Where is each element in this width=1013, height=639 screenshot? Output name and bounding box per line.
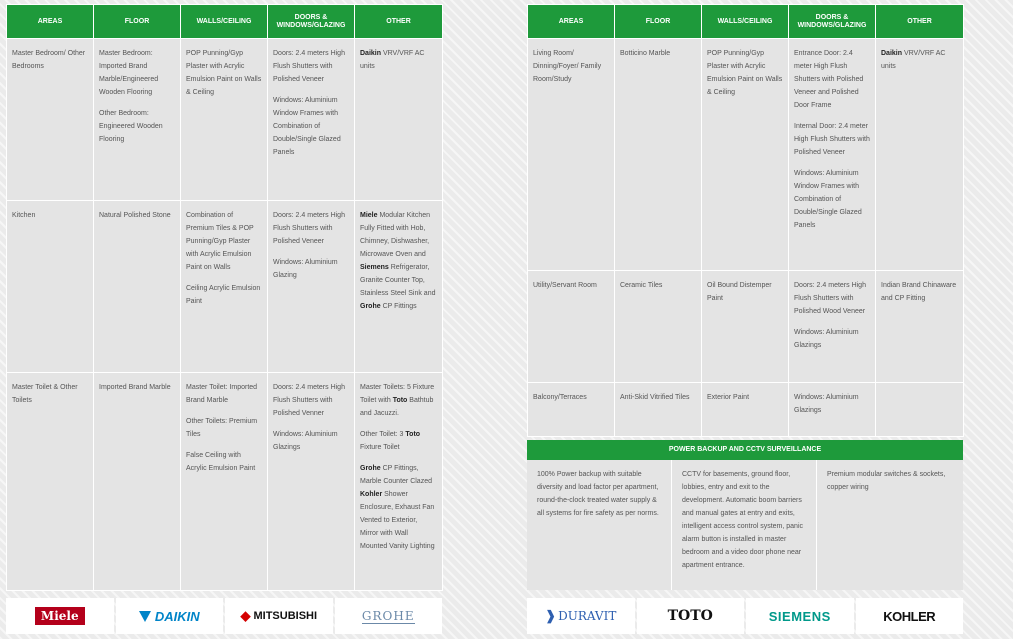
miele-logo: Miele (6, 598, 114, 634)
table-row (528, 383, 964, 437)
right-spec-panel (527, 4, 963, 437)
header-doors-windows: DOORS & WINDOWS/GLAZING (268, 5, 355, 39)
cell-walls: Oil Bound Distemper Paint (702, 271, 789, 383)
table-header-row (528, 5, 964, 39)
table-row (528, 39, 964, 271)
cell-floor: Anti-Skid Vitrified Tiles (615, 383, 702, 437)
table-header-row (7, 5, 443, 39)
header-floor: FLOOR (615, 5, 702, 39)
cell-walls: POP Punning/Gyp Plaster with Acrylic Emulsion Paint on Walls & Ceiling (181, 39, 268, 201)
cell-other: Miele Modular Kitchen Fully Fitted with Hob, Chimney, Dishwasher, Microwave Oven and Siemens Refrigerator, Granite Counter Top, Stainless Steel Sink and Grohe CP Fittings (355, 201, 443, 373)
power-backup-cell: 100% Power backup with suitable diversity and load factor per apartment, round-the-clock treated water supply & all systems for fire safety as per norms. (527, 460, 672, 590)
cell-floor: Master Bedroom: Imported Brand Marble/Engineered Wooden Flooring Other Bedroom: Engineered Wooden Flooring (94, 39, 181, 201)
header-walls-ceiling: WALLS/CEILING (702, 5, 789, 39)
cell-floor: Ceramic Tiles (615, 271, 702, 383)
cell-floor: Botticino Marble (615, 39, 702, 271)
left-brand-logos (6, 598, 442, 634)
cell-doors: Entrance Door: 2.4 meter High Flush Shutters with Polished Veneer and Polished Door Frame Internal Door: 2.4 meter High Flush Shutters with Polished Veneer Windows: Aluminium Window Frames with Combination of Double/Single Glazed Panels (789, 39, 876, 271)
cell-area: Kitchen (7, 201, 94, 373)
power-backup-row (527, 460, 963, 590)
table-row (7, 39, 443, 201)
siemens-logo: SIEMENS (746, 598, 854, 634)
mitsubishi-logo: ◆ MITSUBISHI (225, 598, 333, 634)
table-row (7, 201, 443, 373)
cell-other: Indian Brand Chinaware and CP Fitting (876, 271, 964, 383)
cell-doors: Doors: 2.4 meters High Flush Shutters with Polished Veneer Windows: Aluminium Glazing (268, 201, 355, 373)
cell-area: Master Bedroom/ Other Bedrooms (7, 39, 94, 201)
duravit-logo: ❱ DURAVIT (527, 598, 635, 634)
toto-logo: TOTO (637, 598, 745, 634)
power-backup-section (527, 440, 963, 590)
cell-floor: Imported Brand Marble (94, 373, 181, 591)
cell-area: Balcony/Terraces (528, 383, 615, 437)
header-other: OTHER (876, 5, 964, 39)
cell-walls: Combination of Premium Tiles & POP Punning/Gyp Plaster with Acrylic Emulsion Paint on Walls Ceiling Acrylic Emulsion Paint (181, 201, 268, 373)
cell-doors: Doors: 2.4 meters High Flush Shutters with Polished Venner Windows: Aluminium Glazings (268, 373, 355, 591)
table-row (528, 271, 964, 383)
header-areas: AREAS (7, 5, 94, 39)
kohler-logo: KOHLER (856, 598, 964, 634)
right-brand-logos (527, 598, 963, 634)
header-other: OTHER (355, 5, 443, 39)
daikin-logo: DAIKIN (116, 598, 224, 634)
header-areas: AREAS (528, 5, 615, 39)
mitsubishi-diamond-icon: ◆ (240, 608, 251, 623)
cell-other: Daikin VRV/VRF AC units (876, 39, 964, 271)
cell-area: Master Toilet & Other Toilets (7, 373, 94, 591)
power-backup-title: POWER BACKUP AND CCTV SURVEILLANCE (527, 440, 963, 460)
grohe-logo: GROHE (335, 598, 443, 634)
cell-other (876, 383, 964, 437)
cell-area: Utility/Servant Room (528, 271, 615, 383)
switches-cell: Premium modular switches & sockets, copper wiring (817, 460, 963, 590)
right-spec-table (527, 4, 964, 437)
header-walls-ceiling: WALLS/CEILING (181, 5, 268, 39)
cell-doors: Windows: Aluminium Glazings (789, 383, 876, 437)
header-doors-windows: DOORS & WINDOWS/GLAZING (789, 5, 876, 39)
cell-area: Living Room/ Dinning/Foyer/ Family Room/Study (528, 39, 615, 271)
cell-floor: Natural Polished Stone (94, 201, 181, 373)
cell-doors: Doors: 2.4 meters High Flush Shutters with Polished Wood Veneer Windows: Aluminium Glazings (789, 271, 876, 383)
left-spec-table (6, 4, 443, 591)
cell-walls: Master Toilet: Imported Brand Marble Other Toilets: Premium Tiles False Ceiling with Acrylic Emulsion Paint (181, 373, 268, 591)
header-floor: FLOOR (94, 5, 181, 39)
left-spec-panel (6, 4, 442, 591)
table-row (7, 373, 443, 591)
cell-other: Daikin VRV/VRF AC units (355, 39, 443, 201)
cell-doors: Doors: 2.4 meters High Flush Shutters with Polished Veneer Windows: Aluminium Window Frames with Combination of Double/Single Glazed Panels (268, 39, 355, 201)
cell-walls: Exterior Paint (702, 383, 789, 437)
cctv-cell: CCTV for basements, ground floor, lobbies, entry and exit to the development. Automatic boom barriers and manual gates at entry and exits, intelligent access control system, panic alarm button is installed in master bedroom and a video door phone near apartment entrance. (672, 460, 817, 590)
cell-other: Master Toilets: 5 Fixture Toilet with Toto Bathtub and Jacuzzi. Other Toilet: 3 Toto Fixture Toilet Grohe CP Fittings, Marble Counter Clazed Kohler Shower Enclosure, Exhaust Fan Vented to Exterior, Mirror with Wall Mounted Vanity Lighting (355, 373, 443, 591)
cell-walls: POP Punning/Gyp Plaster with Acrylic Emulsion Paint on Walls & Ceiling (702, 39, 789, 271)
duravit-mark-icon: ❱ (545, 608, 557, 623)
daikin-mark-icon (139, 611, 151, 622)
